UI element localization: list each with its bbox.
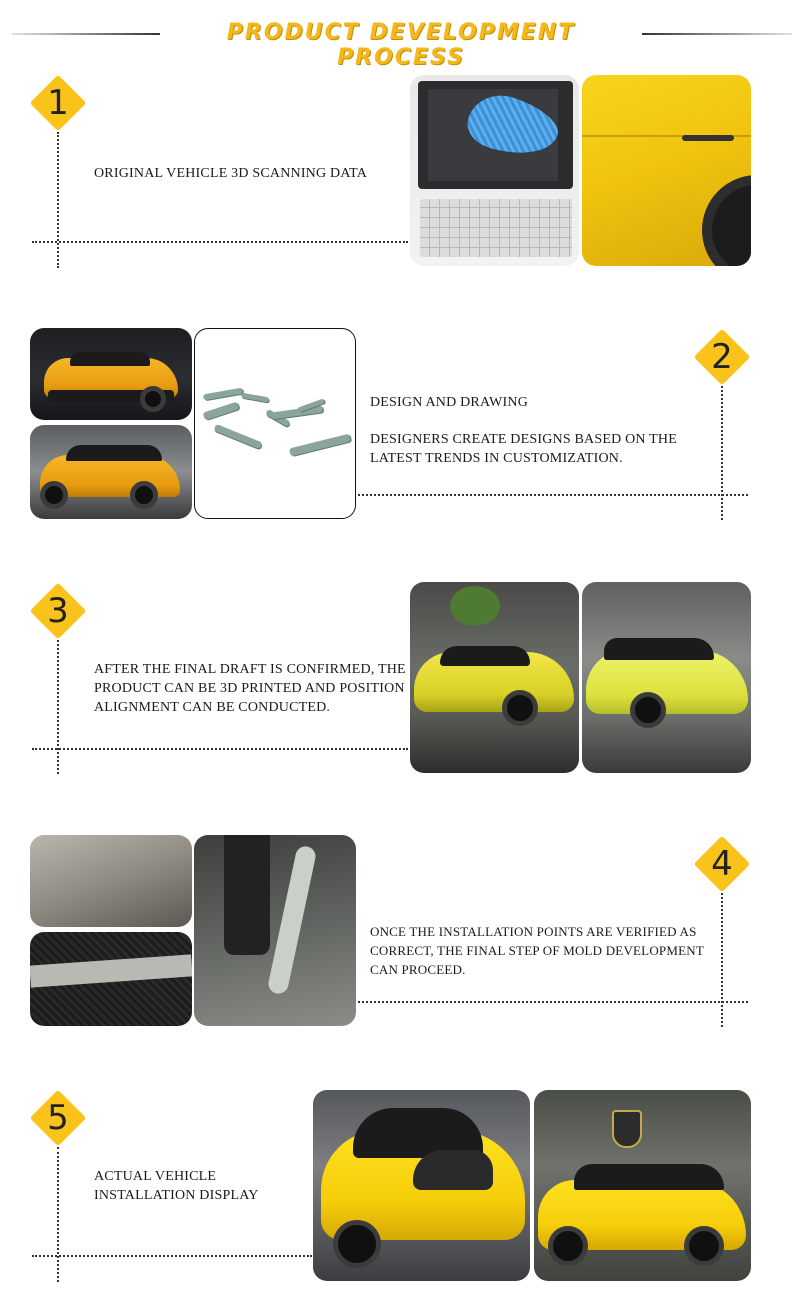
installed-rear-photo	[534, 1090, 751, 1281]
step-2-horizontal-rule	[358, 494, 748, 496]
car-door-scan-photo	[582, 75, 751, 266]
step-4-horizontal-rule	[358, 1001, 748, 1003]
step-5-badge	[29, 1089, 87, 1147]
step-2-heading: DESIGN AND DRAWING	[370, 395, 529, 410]
step-5-number: 5	[47, 1098, 69, 1138]
scan-laptop-photo	[410, 75, 579, 266]
step-5-text: ACTUAL VEHICLE INSTALLATION DISPLAY	[94, 1169, 259, 1203]
wheel-arch	[702, 175, 751, 266]
step-4-number: 4	[711, 844, 733, 884]
test-fit-front-photo	[410, 582, 579, 773]
scan-mesh	[462, 86, 565, 166]
step-3-horizontal-rule	[32, 748, 408, 750]
step-1-badge	[29, 74, 87, 132]
step-3-text: AFTER THE FINAL DRAFT IS CONFIRMED, THE PRODUCT CAN BE 3D PRINTED AND POSITION ALIGNMENT CAN BE CONDUCTED.	[94, 662, 406, 715]
header-rule-right	[642, 33, 792, 35]
step-2-number: 2	[711, 337, 733, 377]
step-3-vertical-rule	[57, 640, 59, 774]
step-3-badge	[29, 582, 87, 640]
cnc-spindle	[224, 835, 270, 955]
step-4-description	[370, 922, 715, 979]
car-front-render-photo	[30, 328, 192, 420]
step-5-vertical-rule	[57, 1147, 59, 1282]
step-3-description	[94, 660, 406, 717]
step-4-badge	[693, 835, 751, 893]
step-1-description	[94, 164, 394, 183]
step-1-horizontal-rule	[32, 241, 408, 243]
body-kit-cad-drawing	[194, 328, 356, 519]
cse-emblem	[612, 1110, 642, 1148]
machined-part	[267, 845, 318, 996]
laptop-screen	[418, 81, 573, 189]
cnc-machining-photo	[194, 835, 356, 1026]
page-title: PRODUCT DEVELOPMENT PROCESS	[226, 20, 576, 70]
installed-front-photo	[313, 1090, 530, 1281]
step-2-badge	[693, 328, 751, 386]
mold-tooling-photo	[30, 835, 192, 927]
step-1-text: ORIGINAL VEHICLE 3D SCANNING DATA	[94, 166, 368, 181]
page-header	[0, 14, 800, 70]
carbon-part-photo	[30, 932, 192, 1026]
step-5-horizontal-rule	[32, 1255, 312, 1257]
step-2-description	[370, 393, 700, 468]
step-4-text: ONCE THE INSTALLATION POINTS ARE VERIFIED AS CORRECT, THE FINAL STEP OF MOLD DEVELOPMENT CAN PROCEED.	[370, 924, 704, 977]
door-handle	[682, 135, 734, 141]
step-2-text: DESIGNERS CREATE DESIGNS BASED ON THE LATEST TRENDS IN CUSTOMIZATION.	[370, 432, 677, 466]
step-1-vertical-rule	[57, 132, 59, 268]
step-4-vertical-rule	[721, 893, 723, 1027]
car-rear-render-photo	[30, 425, 192, 519]
step-1-number: 1	[47, 83, 69, 123]
test-fit-rear-photo	[582, 582, 751, 773]
step-3-number: 3	[47, 591, 69, 631]
step-2-vertical-rule	[721, 386, 723, 520]
laptop-keyboard	[420, 199, 572, 257]
step-5-description	[94, 1167, 294, 1205]
header-rule-left	[12, 33, 160, 35]
